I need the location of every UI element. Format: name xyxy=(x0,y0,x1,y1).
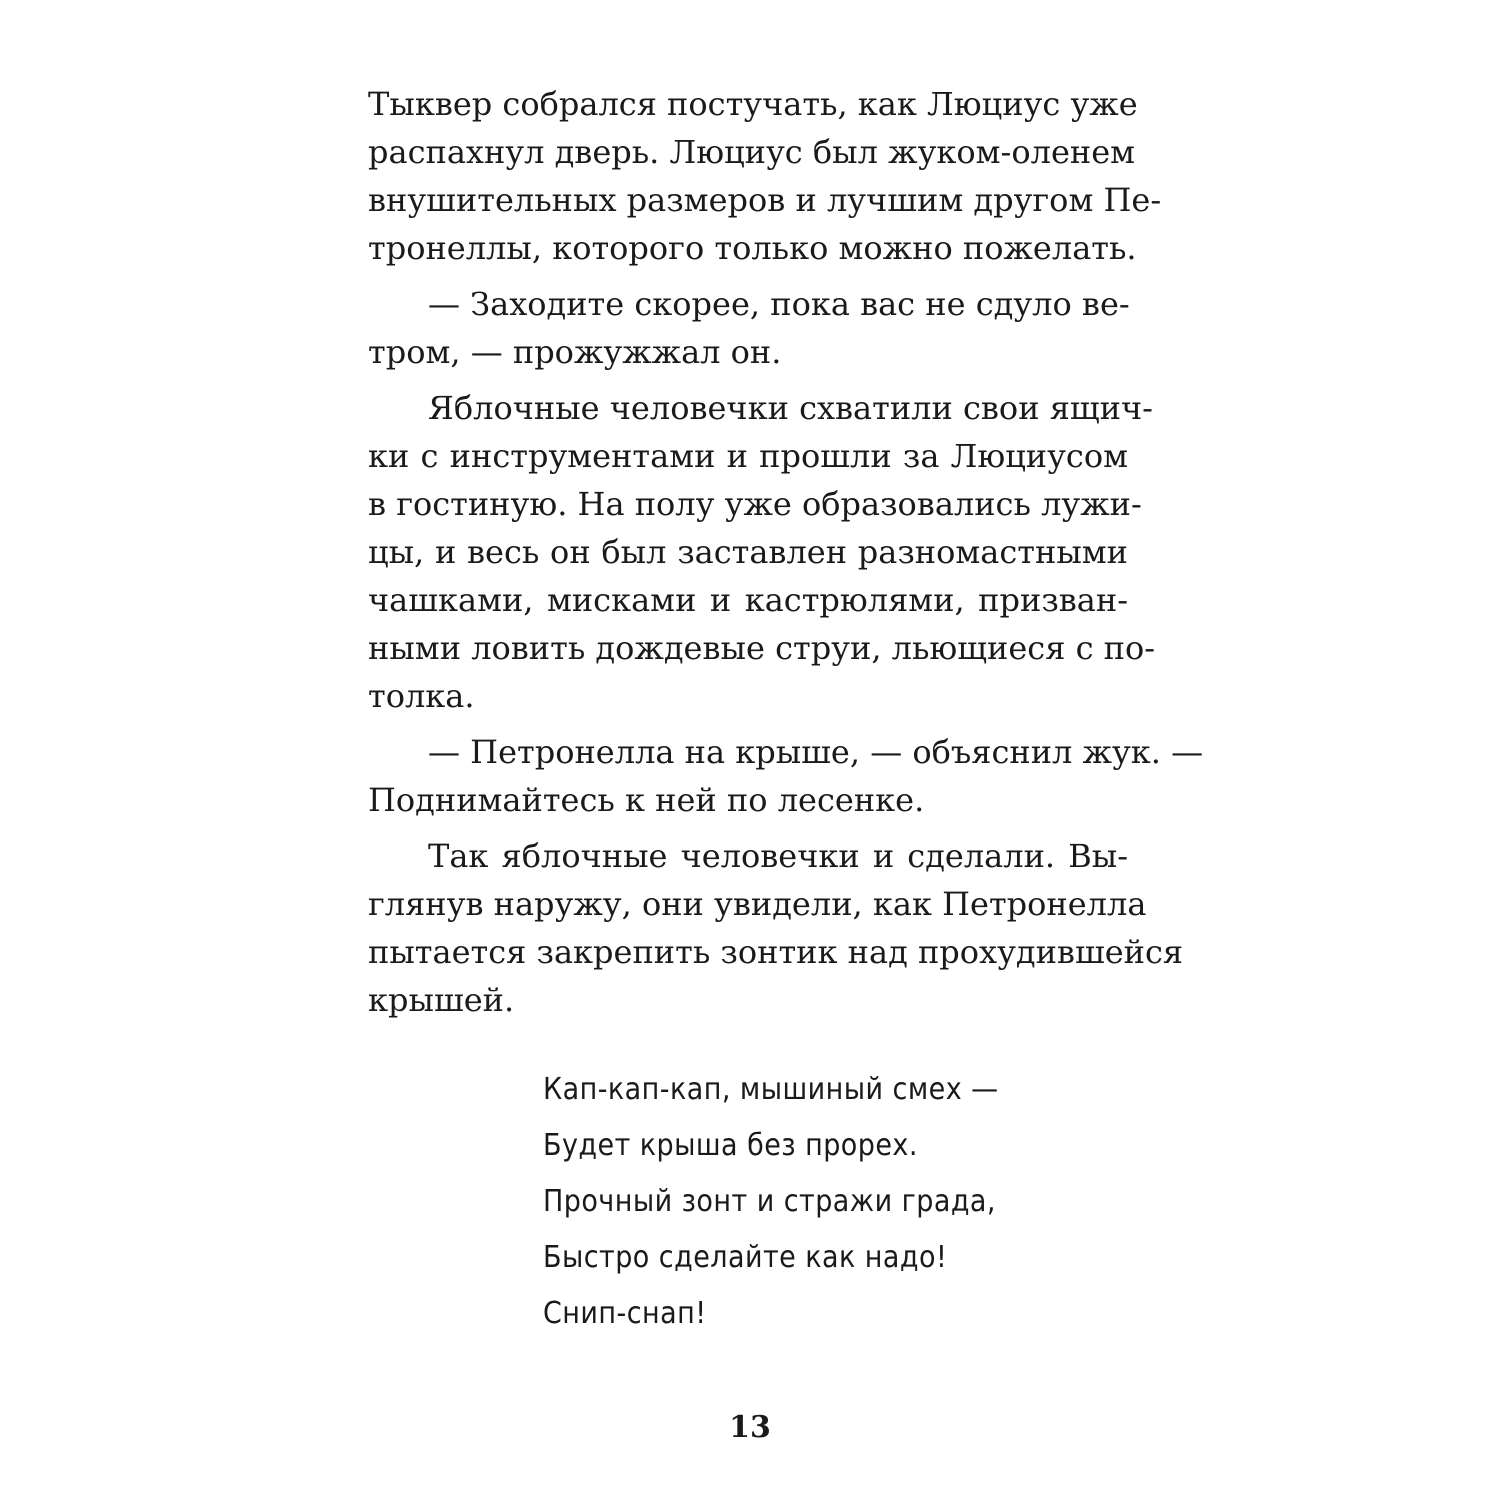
paragraph-1-line-1: Тыквер собрался постучать, как Люциус уже xyxy=(368,85,1138,123)
paragraph-1-line-2: распахнул дверь. Люциус был жуком-оленем xyxy=(368,133,1136,171)
paragraph-3-line-5: чашками, мисками и кастрюлями, призван- xyxy=(368,581,1128,619)
verse-line-5: Снип-снап! xyxy=(543,1296,707,1331)
paragraph-3-line-2: ки с инструментами и прошли за Люциусом xyxy=(368,437,1128,475)
paragraph-3-line-3: в гостиную. На полу уже образовались лужи- xyxy=(368,485,1142,523)
verse-line-2: Будет крыша без прорех. xyxy=(543,1128,918,1163)
verse-line-3: Прочный зонт и стражи града, xyxy=(543,1184,996,1219)
paragraph-5-line-2: глянув наружу, они увидели, как Петронелла xyxy=(368,885,1147,923)
paragraph-5-line-4: крышей. xyxy=(368,981,515,1019)
paragraph-4-line-2: Поднимайтесь к ней по лесенке. xyxy=(368,781,925,819)
paragraph-5-line-3: пытается закрепить зонтик над прохудившейся xyxy=(368,933,1184,971)
paragraph-3-line-6: ными ловить дождевые струи, льющиеся с по- xyxy=(368,629,1156,667)
verse-line-4: Быстро сделайте как надо! xyxy=(543,1240,948,1275)
verse-line-1: Кап-кап-кап, мышиный смех — xyxy=(543,1072,999,1107)
paragraph-3-line-1: Яблочные человечки схватили свои ящич- xyxy=(428,389,1153,427)
paragraph-1-line-4: тронеллы, которого только можно пожелать. xyxy=(368,229,1137,267)
paragraph-4-line-1: — Петронелла на крыше, — объяснил жук. — xyxy=(428,733,1204,771)
page-number: 13 xyxy=(729,1410,771,1445)
paragraph-3-line-4: цы, и весь он был заставлен разномастными xyxy=(368,533,1128,571)
paragraph-3-line-7: толка. xyxy=(368,677,475,715)
paragraph-5-line-1: Так яблочные человечки и сделали. Вы- xyxy=(428,837,1128,875)
paragraph-2-line-2: тром, — прожужжал он. xyxy=(368,333,782,371)
paragraph-1-line-3: внушительных размеров и лучшим другом Пе- xyxy=(368,181,1162,219)
paragraph-2-line-1: — Заходите скорее, пока вас не сдуло ве- xyxy=(428,285,1130,323)
